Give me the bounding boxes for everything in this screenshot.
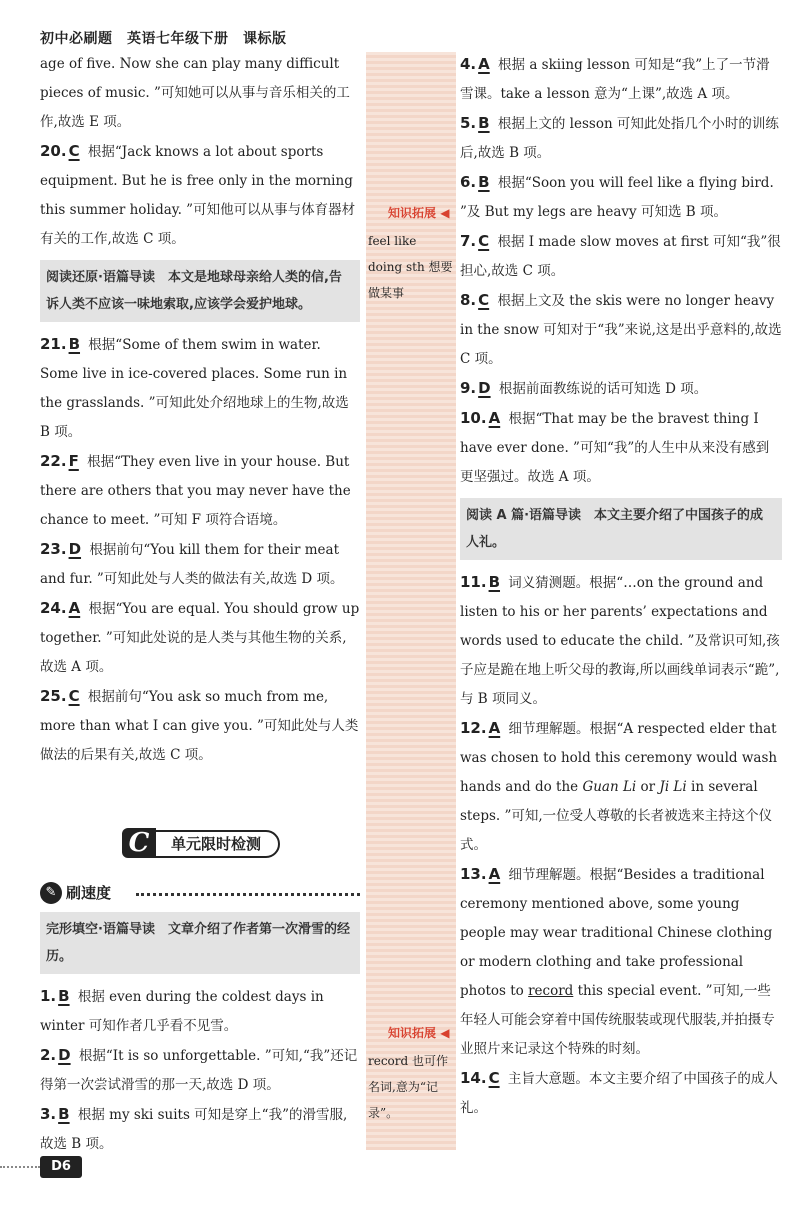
cloze-guide-box: 完形填空·语篇导读 文章介绍了作者第一次滑雪的经历。 (40, 912, 360, 974)
answer-10: 10. A 根据“That may be the bravest thing I have ever done. ”可知“我”的人生中从来没有感到更坚强过。故选 A 项。 (460, 409, 770, 485)
left-column-lower (40, 912, 360, 1159)
continued-text: age of five. Now she can play many difficult pieces of music. ”可知她可以从事与音乐相关的工作,故选 E 项。 (40, 56, 350, 130)
answer-12: 12. A 细节理解题。根据“A respected elder that was chosen to hold this ceremony would wash hands and do the Guan Li or Ji Li in several steps. ”可知,一位受人尊敬的长者被选来主持这个仪式。 (460, 719, 778, 853)
answer-20: 20. C 根据“Jack knows a lot about sports equipment. But he is free only in the morning this summer holiday. ”可知他可以从事与体育器材有关的工作,故选 C 项。 (40, 142, 356, 247)
answer-6: 6. B 根据“Soon you will feel like a flying bird. ”及 But my legs are heavy 可知选 B 项。 (460, 173, 774, 220)
underlined-word-record: record (528, 983, 574, 999)
answer-4: 4. A 根据 a skiing lesson 可知是“我”上了一节滑雪课。take a lesson 意为“上课”,故选 A 项。 (460, 55, 770, 102)
answer-2: 2. D 根据“It is so unforgettable. ”可知,“我”还记得第一次尝试滑雪的那一天,故选 D 项。 (40, 1046, 358, 1093)
reading-guide-box: 阅读还原·语篇导读 本文是地球母亲给人类的信,告诉人类不应该一味地索取,应该学会爱护地球。 (40, 260, 360, 322)
answer-22: 22. F 根据“They even live in your house. But there are others that you may never have the chance to meet. ”可知 F 项符合语境。 (40, 452, 351, 528)
reading-a-guide-box: 阅读 A 篇·语篇导读 本文主要介绍了中国孩子的成人礼。 (460, 498, 782, 560)
answer-11: 11. B 词义猜测题。根据“…on the ground and listen to his or her parents’ expectations and words used to educate the child. ”及常识可知,孩子应是跪在地上听父母的教诲,所以画线单词表示“跪”,与 B 项同义。 (460, 573, 780, 707)
answer-23: 23. D 根据前句“You kill them for their meat and fur. ”可知此处与人类的做法有关,故选 D 项。 (40, 540, 344, 587)
speed-section-header (40, 880, 360, 906)
answer-1: 1. B 根据 even during the coldest days in winter 可知作者几乎看不见雪。 (40, 987, 324, 1034)
page-header: 初中必刷题 英语七年级下册 课标版 (40, 31, 287, 47)
left-column (40, 50, 360, 770)
answer-21: 21. B 根据“Some of them swim in water. Some live in ice-covered places. Some run in the grasslands. ”可知此处介绍地球上的生物,故选 B 项。 (40, 335, 349, 440)
answer-5: 5. B 根据上文的 lesson 可知此处指几个小时的训练后,故选 B 项。 (460, 114, 779, 161)
speed-label: 刷速度 (66, 884, 112, 902)
answer-7: 7. C 根据 I made slow moves at first 可知“我”很担心,故选 C 项。 (460, 232, 781, 279)
unit-badge-letter: C (122, 828, 156, 858)
right-column (460, 50, 782, 1123)
note-text-2: record 也可作名词,意为“记录”。 (368, 1054, 449, 1120)
page-number-dots (0, 1166, 40, 1168)
dotted-rule (136, 893, 360, 896)
speed-icon: ✎ (40, 882, 62, 904)
answer-3: 3. B 根据 my ski suits 可知是穿上“我”的滑雪服,故选 B 项。 (40, 1105, 348, 1152)
page-number: D6 (40, 1156, 82, 1178)
unit-badge-title: 单元限时检测 (152, 830, 280, 858)
answer-25: 25. C 根据前句“You ask so much from me, more than what I can give you. ”可知此处与人类做法的后果有关,故选 C 项。 (40, 687, 359, 763)
unit-test-badge (122, 828, 280, 858)
note-text-1: feel like doing sth 想要做某事 (368, 234, 453, 300)
answer-8: 8. C 根据上文及 the skis were no longer heavy in the snow 可知对于“我”来说,这是出乎意料的,故选 C 项。 (460, 291, 782, 367)
note-title-2: 知识拓展 ◀ (388, 1026, 450, 1040)
note-title-1: 知识拓展 ◀ (388, 206, 450, 220)
answer-13: 13. A 细节理解题。根据“Besides a traditional ceremony mentioned above, some young people may wear traditional Chinese clothing or modern clothing and take professional photos to record this special event. ”可知,一些年轻人可能会穿着中国传统服装或现代服装,并拍摄专业照片来记录这个特殊的时刻。 (460, 865, 775, 1057)
answer-14: 14. C 主旨大意题。本文主要介绍了中国孩子的成人礼。 (460, 1069, 778, 1116)
answer-24: 24. A 根据“You are equal. You should grow up together. ”可知此处说的是人类与其他生物的关系,故选 A 项。 (40, 599, 360, 675)
answer-9: 9. D 根据前面教练说的话可知选 D 项。 (460, 379, 708, 397)
